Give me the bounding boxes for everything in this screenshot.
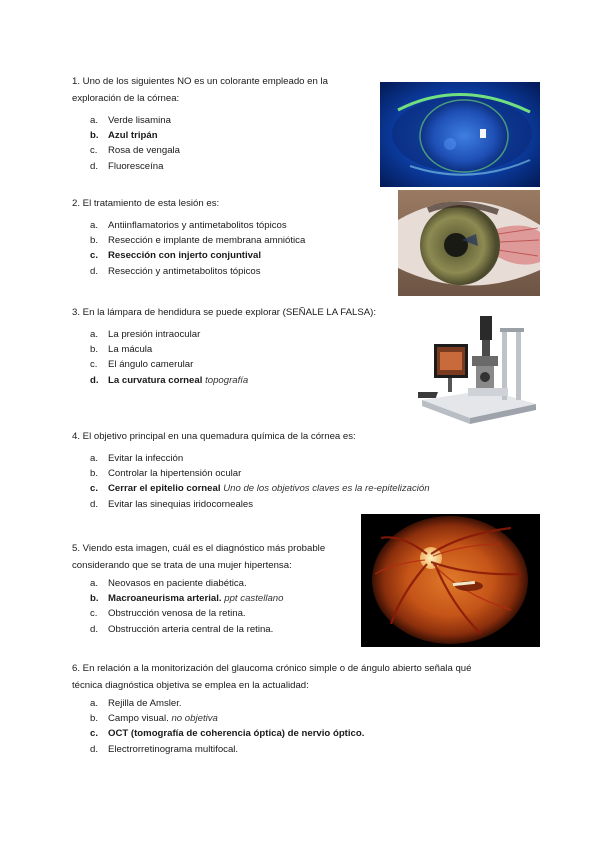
option-d: d. Evitar las sinequias iridocorneales <box>90 498 254 510</box>
option-a: a. Neovasos en paciente diabética. <box>90 578 247 589</box>
pterygium-photo <box>398 190 540 296</box>
question-1-stem <box>72 73 328 107</box>
question-4-stem <box>72 428 430 445</box>
option-d: d. Obstrucción arteria central de la retina. <box>90 623 274 635</box>
retina-fundus-photo <box>361 514 540 647</box>
option-a: a. Evitar la infección <box>90 453 184 464</box>
question-stem-line: considerando que se trata de una mujer hipertensa: <box>72 560 292 571</box>
option-b: b. Controlar la hipertensión ocular <box>90 468 242 480</box>
option-b: b. La mácula <box>90 344 153 356</box>
option-b-correct: b. Macroaneurisma arterial. ppt castellano <box>90 593 284 605</box>
question-3 <box>72 304 376 388</box>
option-d-correct: d. La curvatura corneal topografía <box>90 374 249 386</box>
option-a: a. Antiinflamatorios y antimetabolitos tópicos <box>90 220 287 231</box>
answer-options <box>72 327 376 388</box>
option-c-correct: c. Resección con injerto conjuntival <box>90 250 261 262</box>
question-3-stem <box>72 304 376 321</box>
question-2-stem <box>72 195 305 212</box>
option-d: d. Fluoresceína <box>90 160 164 172</box>
question-stem-line: 1. Uno de los siguientes NO es un colorante empleado en la <box>72 76 328 87</box>
question-stem-line: 2. El tratamiento de esta lesión es: <box>72 198 220 209</box>
question-6-stem <box>72 660 471 694</box>
option-a: a. La presión intraocular <box>90 329 201 340</box>
answer-options <box>72 218 305 279</box>
annotation-note: topografía <box>205 374 249 386</box>
option-c-correct: c. Cerrar el epitelio corneal Uno de los objetivos claves es la re-epitelización <box>90 483 430 495</box>
answer-options <box>72 696 471 757</box>
answer-options <box>72 113 328 174</box>
option-b: b. Resección e implante de membrana amniótica <box>90 235 306 247</box>
question-1 <box>72 73 328 174</box>
annotation-note: ppt castellano <box>224 593 284 605</box>
option-c-correct: c. OCT (tomografía de coherencia óptica) de nervio óptico. <box>90 728 365 740</box>
slit-lamp-photo <box>418 304 540 426</box>
option-d: d. Electrorretinograma multifocal. <box>90 743 239 755</box>
option-a: a. Verde lisamina <box>90 115 171 126</box>
question-stem-line: técnica diagnóstica objetiva se emplea en la actualidad: <box>72 680 309 691</box>
question-6 <box>72 660 471 757</box>
question-4 <box>72 428 430 512</box>
question-5 <box>72 540 325 637</box>
option-d: d. Resección y antimetabolitos tópicos <box>90 265 261 277</box>
option-b-correct: b. Azul tripán <box>90 130 158 142</box>
annotation-note: Uno de los objetivos claves es la re-epitelización <box>223 483 430 495</box>
cornea-staining-photo <box>380 82 540 187</box>
option-c: c. Rosa de vengala <box>90 145 181 157</box>
question-stem-line: 4. El objetivo principal en una quemadura química de la córnea es: <box>72 431 356 442</box>
question-stem-line: 3. En la lámpara de hendidura se puede explorar (SEÑALE LA FALSA): <box>72 307 376 318</box>
annotation-note: no objetiva <box>171 713 218 725</box>
question-2 <box>72 195 305 279</box>
question-stem-line: 5. Viendo esta imagen, cuál es el diagnóstico más probable <box>72 543 326 554</box>
option-a: a. Rejilla de Amsler. <box>90 698 182 709</box>
question-stem-line: 6. En relación a la monitorización del glaucoma crónico simple o de ángulo abierto señala qué <box>72 663 472 674</box>
option-c: c. El ángulo camerular <box>90 359 194 371</box>
question-stem-line: exploración de la córnea: <box>72 93 180 104</box>
option-c: c. Obstrucción venosa de la retina. <box>90 608 246 620</box>
option-b: b. Campo visual. no objetiva <box>90 713 218 725</box>
answer-options <box>72 451 430 512</box>
answer-options <box>72 576 325 637</box>
question-5-stem <box>72 540 325 574</box>
